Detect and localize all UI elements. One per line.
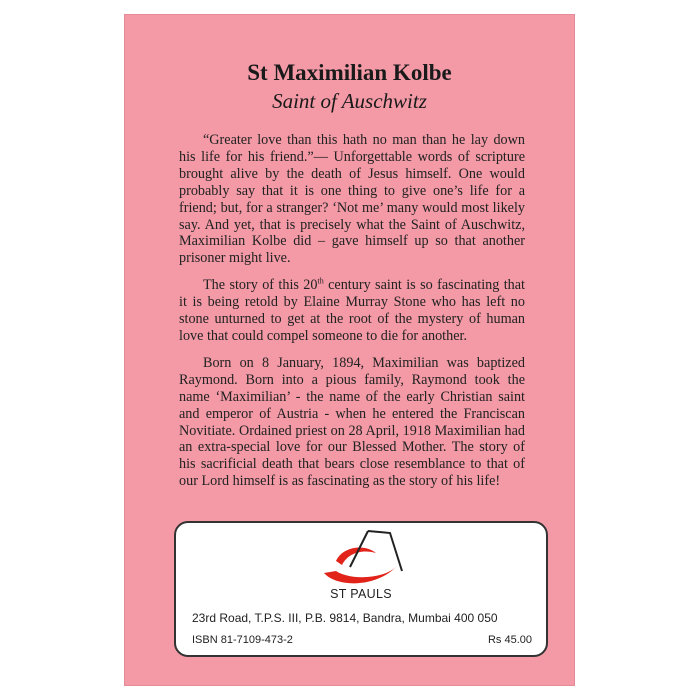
st-pauls-logo-icon xyxy=(306,523,416,593)
blurb xyxy=(179,132,525,500)
publisher-box xyxy=(174,521,548,657)
blurb-paragraph-2 xyxy=(179,277,525,345)
book-subtitle: Saint of Auschwitz xyxy=(272,89,427,113)
blurb-paragraph-2-start: The story of this 20 xyxy=(203,277,318,294)
publisher-address: 23rd Road, T.P.S. III, P.B. 9814, Bandra, Mumbai 400 050 xyxy=(192,611,498,625)
blurb-paragraph-1: “Greater love than this hath no man than he lay down his life for his friend.”— Unforgettable words of scripture brought alive by the death of Jesus himself. One would probably say that it is one thing to give one’s life for a friend; but, for a stranger? ‘Not me’ many would most likely say. And yet, that is precisely what the Saint of Auschwitz, Maximilian Kolbe did – gave himself up so that another prisoner might live. xyxy=(179,132,525,267)
book-title: St Maximilian Kolbe xyxy=(247,60,452,85)
price: Rs 45.00 xyxy=(487,634,532,646)
publisher-name: ST PAULS xyxy=(330,587,392,601)
blurb-paragraph-3: Born on 8 January, 1894, Maximilian was baptized Raymond. Born into a pious family, Raymond took the name ‘Maximilian’ - the name of the early Christian saint and emperor of Austria - when he entered the Franciscan Novitiate. Ordained priest on 28 April, 1918 Maximilian had an extra-special love for our Blessed Mother. The story of his sacrificial death that bears close resemblance to that of our Lord himself is as fascinating as the story of his life! xyxy=(179,354,525,490)
isbn: ISBN 81-7109-473-2 xyxy=(192,634,293,646)
ordinal-superscript: th xyxy=(317,276,324,286)
blurb-paragraph-2-rest: century saint is so fascinating that it is being retold by Elaine Murray Stone who has left no stone unturned to get at the root of the mystery of human love that could compel someone to die for another. xyxy=(179,277,526,344)
back-cover xyxy=(124,14,575,686)
